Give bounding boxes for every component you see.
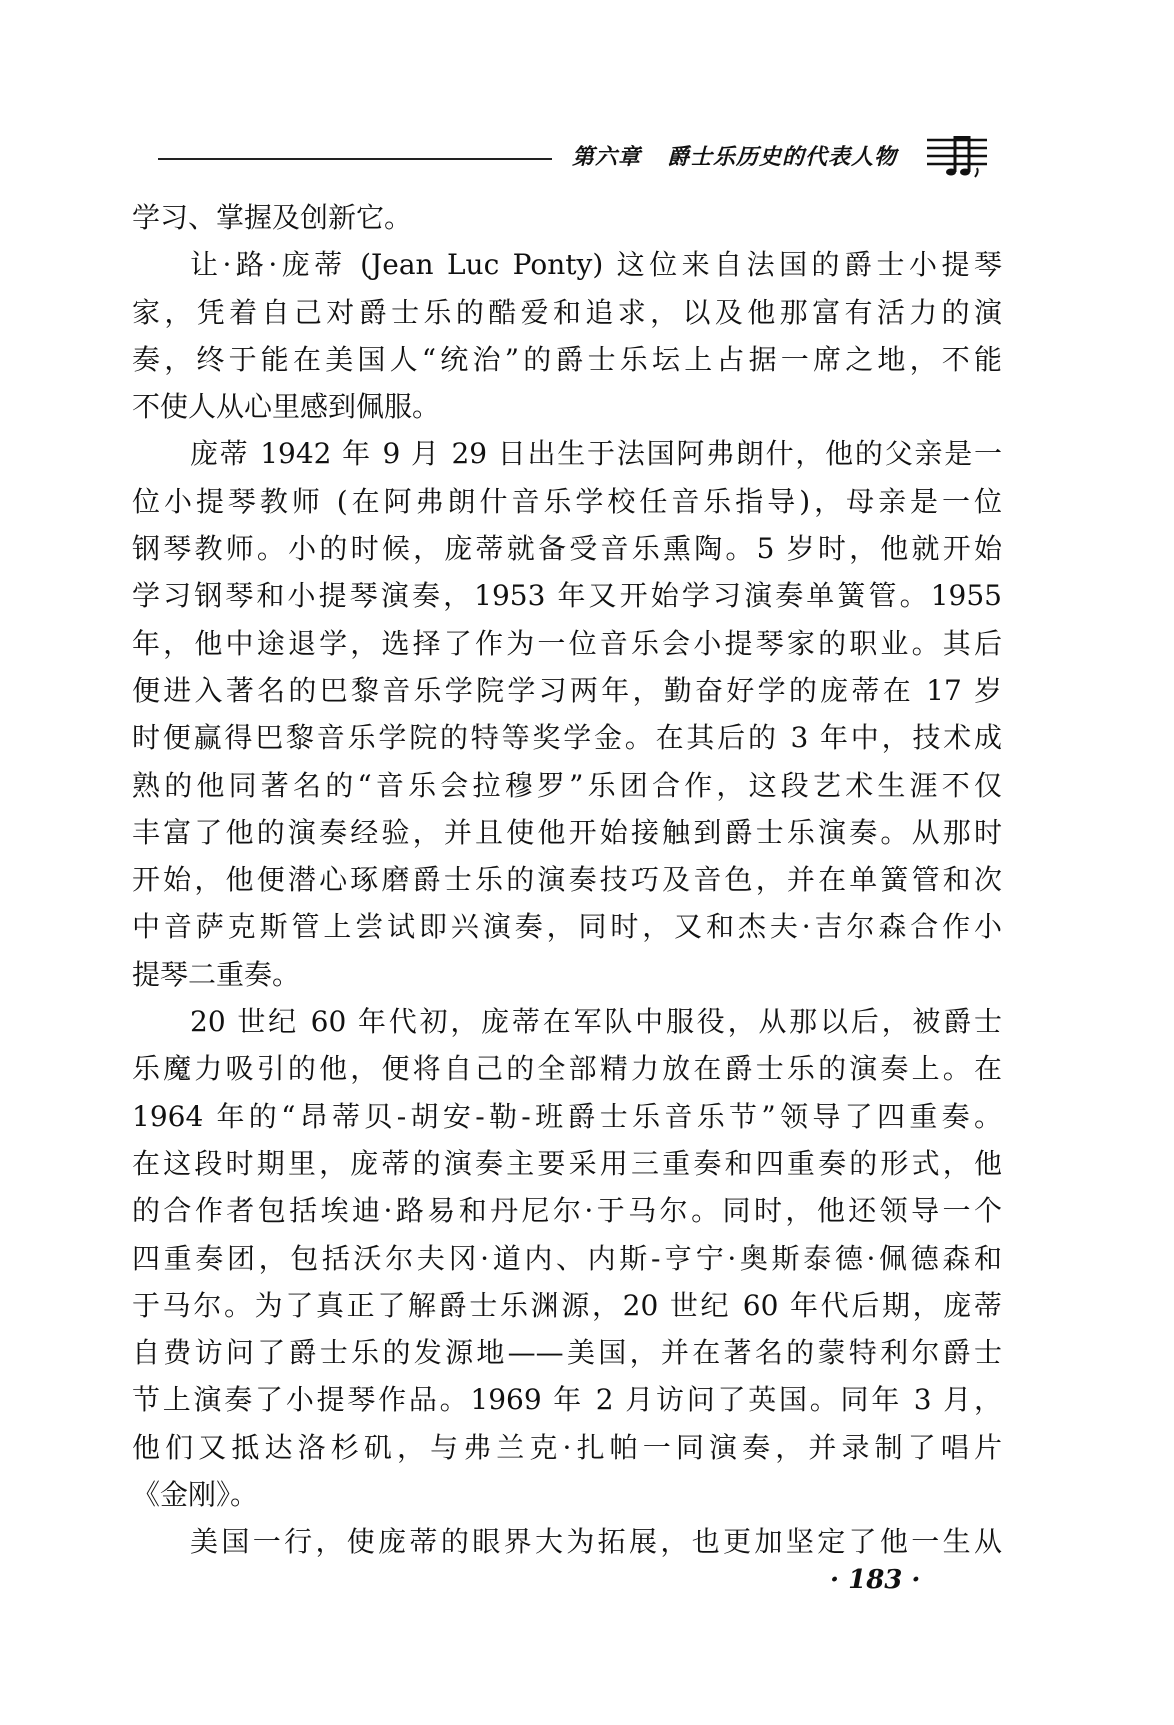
chapter-number: 第六章 [572, 144, 642, 170]
text-line: 便进入著名的巴黎音乐学院学习两年，勤奋好学的庞蒂在 17 岁 [132, 673, 1002, 707]
text-line: 乐魔力吸引的他，便将自己的全部精力放在爵士乐的演奏上。在 [132, 1052, 1002, 1086]
body-text [132, 194, 1002, 1566]
music-staff-icon [925, 132, 991, 182]
text-line: 开始，他便潜心琢磨爵士乐的演奏技巧及音色，并在单簧管和次 [132, 863, 1002, 897]
text-line: 丰富了他的演奏经验，并且使他开始接触到爵士乐演奏。从那时 [132, 815, 1002, 849]
text-line: 家，凭着自己对爵士乐的酷爱和追求，以及他那富有活力的演 [132, 295, 1002, 329]
text-line: 学习、掌握及创新它。 [132, 201, 413, 234]
text-line: 让·路·庞蒂 (Jean Luc Ponty) 这位来自法国的爵士小提琴 [190, 248, 1002, 282]
text-line: 钢琴教师。小的时候，庞蒂就备受音乐熏陶。5 岁时，他就开始 [132, 532, 1002, 566]
text-line: 《金刚》。 [132, 1478, 259, 1512]
text-line: 美国一行，使庞蒂的眼界大为拓展，也更加坚定了他一生从 [190, 1525, 1002, 1559]
text-line: 学习钢琴和小提琴演奏，1953 年又开始学习演奏单簧管。1955 [132, 579, 1002, 613]
text-line: 自费访问了爵士乐的发源地——美国，并在著名的蒙特利尔爵士 [132, 1336, 1002, 1370]
text-line: 庞蒂 1942 年 9 月 29 日出生于法国阿弗朗什，他的父亲是一 [190, 437, 1002, 471]
page-number: · 183 · [830, 1565, 921, 1595]
header-rule [158, 158, 552, 160]
text-line: 位小提琴教师 (在阿弗朗什音乐学校任音乐指导)，母亲是一位 [132, 484, 1002, 518]
text-line: 四重奏团，包括沃尔夫冈·道内、内斯-亨宁·奥斯泰德·佩德森和 [132, 1241, 1002, 1275]
text-line: 20 世纪 60 年代初，庞蒂在军队中服役，从那以后，被爵士 [190, 1005, 1002, 1039]
text-line: 于马尔。为了真正了解爵士乐渊源，20 世纪 60 年代后期，庞蒂 [132, 1288, 1002, 1322]
chapter-title: 爵士乐历史的代表人物 [667, 144, 898, 170]
text-line: 的合作者包括埃迪·路易和丹尼尔·于马尔。同时，他还领导一个 [132, 1194, 1002, 1228]
text-line: 时便赢得巴黎音乐学院的特等奖学金。在其后的 3 年中，技术成 [132, 721, 1002, 755]
text-line: 中音萨克斯管上尝试即兴演奏，同时，又和杰夫·吉尔森合作小 [132, 910, 1002, 944]
text-line: 他们又抵达洛杉矶，与弗兰克·扎帕一同演奏，并录制了唱片 [132, 1430, 1002, 1464]
running-header [572, 140, 897, 171]
text-line: 在这段时期里，庞蒂的演奏主要采用三重奏和四重奏的形式，他 [132, 1146, 1002, 1180]
text-line: 年，他中途退学，选择了作为一位音乐会小提琴家的职业。其后 [132, 626, 1002, 660]
text-line: 提琴二重奏。 [132, 957, 301, 991]
text-line: 不使人从心里感到佩服。 [132, 390, 441, 424]
text-line: 节上演奏了小提琴作品。1969 年 2 月访问了英国。同年 3 月， [132, 1383, 1002, 1417]
text-line: 1964 年的“昂蒂贝-胡安-勒-班爵士乐音乐节”领导了四重奏。 [132, 1099, 1002, 1133]
text-line: 奏，终于能在美国人“统治”的爵士乐坛上占据一席之地，不能 [132, 342, 1002, 376]
text-line: 熟的他同著名的“音乐会拉穆罗”乐团合作，这段艺术生涯不仅 [132, 768, 1002, 802]
